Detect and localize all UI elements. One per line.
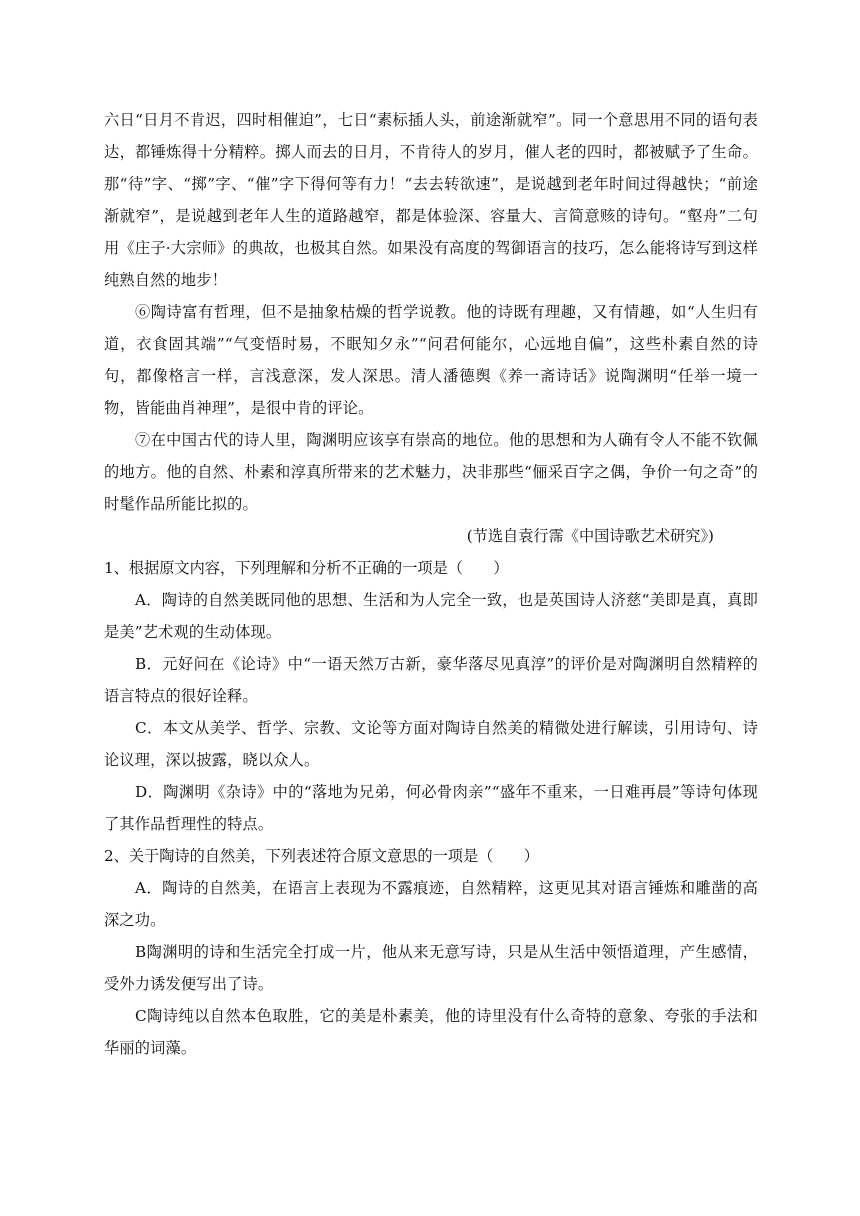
question-1-option-b: B．元好问在《论诗》中“一语天然万古新，豪华落尽见真淳”的评价是对陶渊明自然精粹的语言特点的很好诠释。 bbox=[104, 655, 758, 705]
question-1-option-c: C．本文从美学、哲学、宗教、文论等方面对陶诗自然美的精微处进行解读，引用诗句、诗论议理，深以披露，晓以众人。 bbox=[104, 719, 758, 769]
document-body bbox=[104, 104, 758, 1064]
question-1-stem: 1、根据原文内容，下列理解和分析不正确的一项是（ ） bbox=[104, 559, 509, 577]
question-2-option-b: B陶渊明的诗和生活完全打成一片，他从来无意写诗，只是从生活中领悟道理，产生感情，受外力诱发便写出了诗。 bbox=[104, 943, 758, 993]
question-2-option-a: A．陶诗的自然美，在语言上表现为不露痕迹，自然精粹，这更见其对语言锤炼和雕凿的高深之功。 bbox=[104, 879, 758, 929]
question-1-option-d: D．陶渊明《杂诗》中的“落地为兄弟，何必骨肉亲”“盛年不重来，一日难再晨”等诗句体现了其作品哲理性的特点。 bbox=[104, 783, 758, 833]
question-2-stem: 2、关于陶诗的自然美，下列表述符合原文意思的一项是（ ） bbox=[104, 847, 539, 865]
paragraph-6: ⑥陶诗富有哲理，但不是抽象枯燥的哲学说教。他的诗既有理趣，又有情趣，如“人生归有道，衣食固其端”“气变悟时易，不眠知夕永”“问君何能尔，心远地自偏”，这些朴素自然的诗句，都像格言一样，言浅意深，发人深思。清人潘德舆《养一斋诗话》说陶渊明“任举一境一物，皆能曲肖神理”，是很中肯的评论。 bbox=[104, 303, 758, 417]
paragraph-continued: 六日“日月不肯迟，四时相催迫”，七日“素标插人头，前途渐就窄”。同一个意思用不同的语句表达，都锤炼得十分精粹。掷人而去的日月，不肯待人的岁月，催人老的四时，都被赋予了生命。那“待”字、“掷”字、“催”字下得何等有力！“去去转欲速”，是说越到老年时间过得越快；“前途渐就窄”，是说越到老年人生的道路越窄，都是体验深、容量大、言简意赅的诗句。“壑舟”二句用《庄子·大宗师》的典故，也极其自然。如果没有高度的驾御语言的技巧，怎么能将诗写到这样纯熟自然的地步！ bbox=[104, 111, 758, 289]
paragraph-7: ⑦在中国古代的诗人里，陶渊明应该享有崇高的地位。他的思想和为人确有令人不能不钦佩的地方。他的自然、朴素和淳真所带来的艺术魅力，决非那些“俪采百字之偶，争价一句之奇”的时髦作品所能比拟的。 bbox=[104, 431, 758, 513]
source-citation: (节选自袁行霈《中国诗歌艺术研究》) bbox=[466, 527, 714, 545]
question-1-option-a: A．陶诗的自然美既同他的思想、生活和为人完全一致，也是英国诗人济慈“美即是真，真即是美”艺术观的生动体现。 bbox=[104, 591, 758, 641]
question-2-option-c: C陶诗纯以自然本色取胜，它的美是朴素美，他的诗里没有什么奇特的意象、夸张的手法和华丽的词藻。 bbox=[104, 1007, 758, 1057]
